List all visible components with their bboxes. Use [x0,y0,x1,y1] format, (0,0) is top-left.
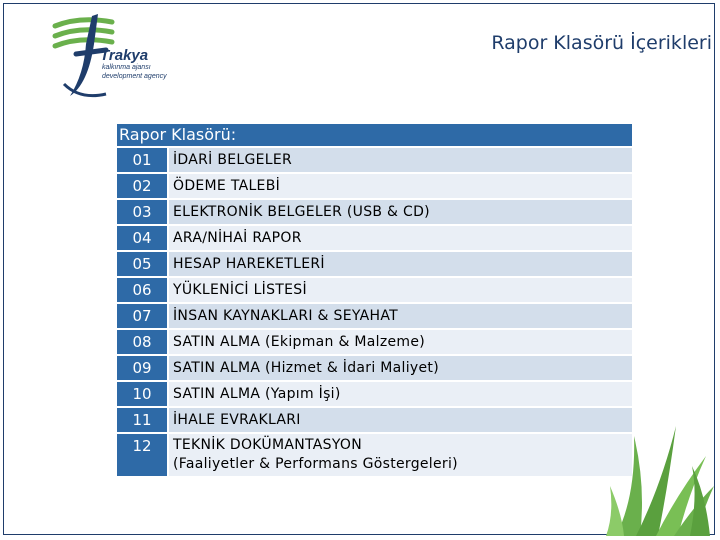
row-number: 01 [117,148,167,172]
table-row [117,356,632,380]
row-number: 07 [117,304,167,328]
table-row [117,304,632,328]
row-number: 11 [117,408,167,432]
table-row [117,434,632,476]
row-text: SATIN ALMA (Yapım İşi) [169,382,632,406]
row-text: ÖDEME TALEBİ [169,174,632,198]
table-row [117,148,632,172]
row-text: YÜKLENİCİ LİSTESİ [169,278,632,302]
row-text: SATIN ALMA (Ekipman & Malzeme) [169,330,632,354]
row-number: 12 [117,434,167,476]
table-row [117,174,632,198]
row-text: ARA/NİHAİ RAPOR [169,226,632,250]
table-row [117,226,632,250]
row-text: İDARİ BELGELER [169,148,632,172]
logo-title: Trakya [100,47,149,64]
page-title: Rapor Klasörü İçerikleri [491,32,712,54]
table-row [117,330,632,354]
row-number: 05 [117,252,167,276]
row-number: 10 [117,382,167,406]
row-text: İHALE EVRAKLARI [169,408,632,432]
table-row [117,278,632,302]
row-text: ELEKTRONİK BELGELER (USB & CD) [169,200,632,224]
logo-subtitle-tr: kalkınma ajansı [102,64,151,71]
table-header: Rapor Klasörü: [117,124,632,146]
row-text-line-1: TEKNİK DOKÜMANTASYON [173,437,362,453]
logo-subtitle-en: development agency [102,73,167,80]
row-text: HESAP HAREKETLERİ [169,252,632,276]
row-number: 03 [117,200,167,224]
table-row [117,252,632,276]
grass-decoration-icon [606,426,716,536]
table-row [117,200,632,224]
table-row [117,408,632,432]
row-text-line-2: (Faaliyetler & Performans Göstergeleri) [173,456,458,472]
report-folder-table [117,124,632,476]
table-row [117,382,632,406]
row-number: 02 [117,174,167,198]
row-text: İNSAN KAYNAKLARI & SEYAHAT [169,304,632,328]
row-number: 04 [117,226,167,250]
row-number: 08 [117,330,167,354]
row-text: SATIN ALMA (Hizmet & İdari Maliyet) [169,356,632,380]
row-number: 06 [117,278,167,302]
row-text [169,434,632,476]
row-number: 09 [117,356,167,380]
